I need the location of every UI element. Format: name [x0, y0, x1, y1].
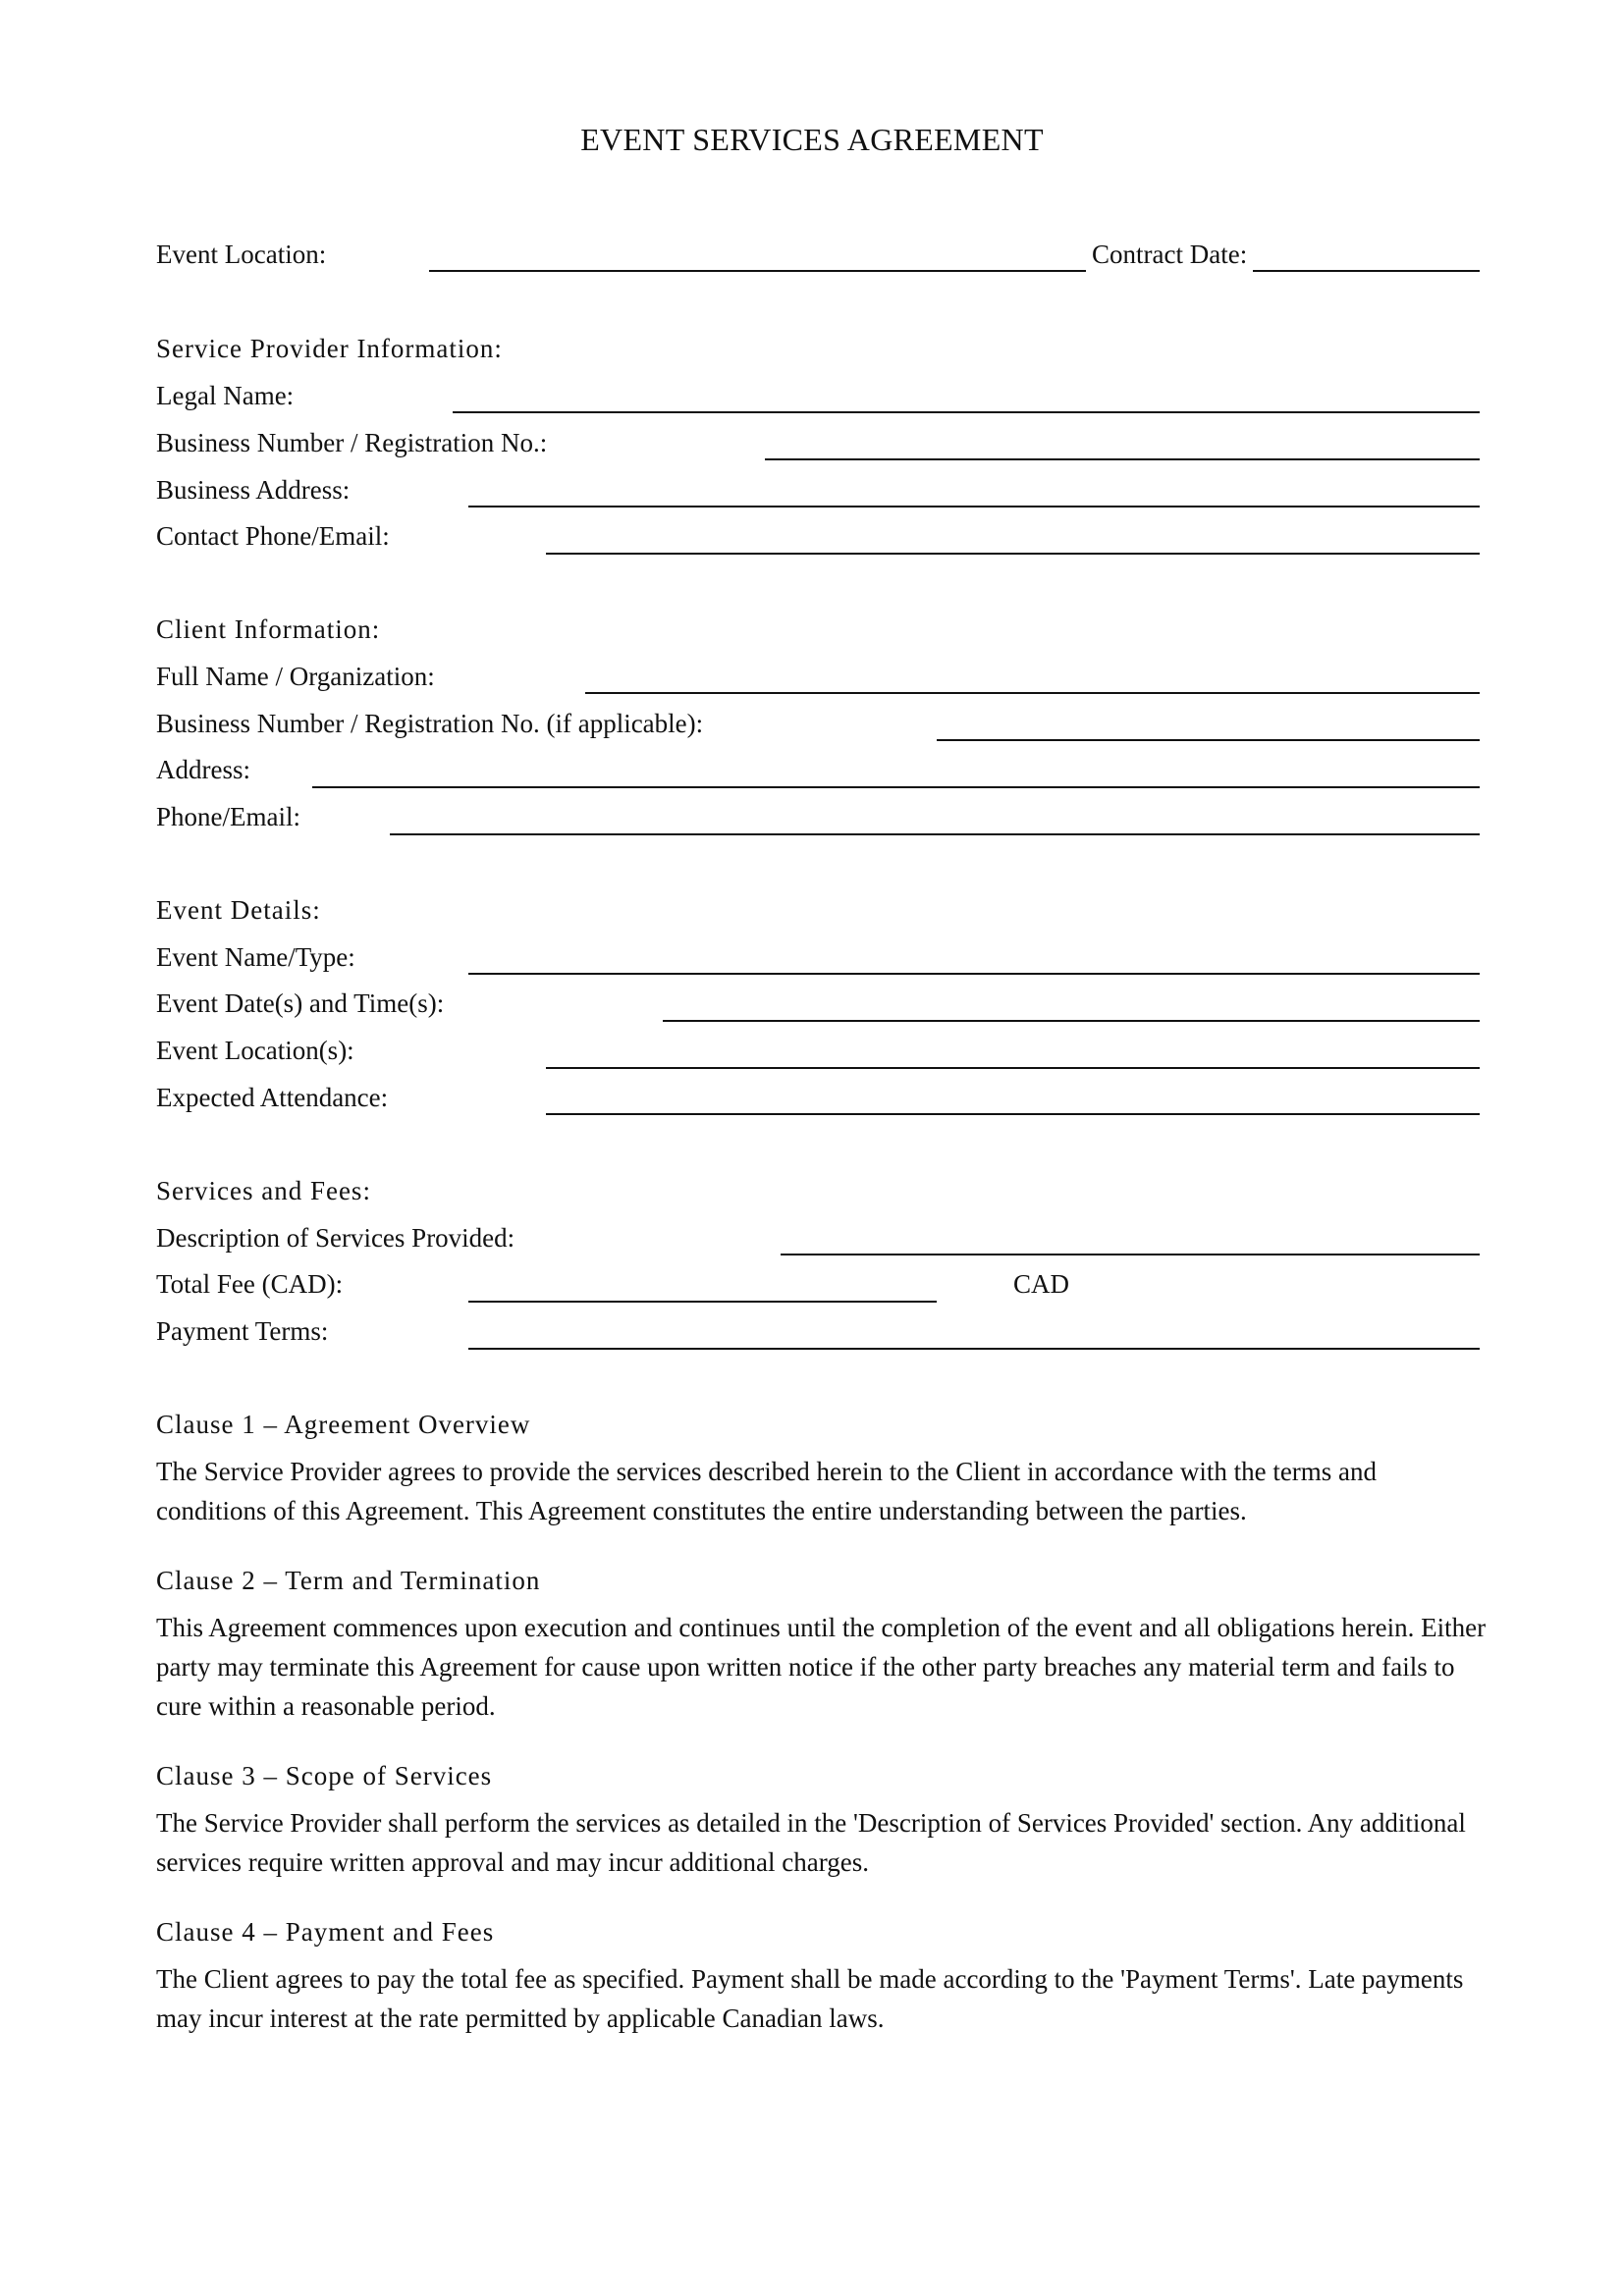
expected-attendance-label: Expected Attendance:	[156, 1083, 389, 1112]
client-name-field[interactable]	[585, 692, 1480, 694]
event-locations-label: Event Location(s):	[156, 1036, 354, 1065]
clause-2-heading: Clause 2 – Term and Termination	[156, 1566, 541, 1595]
legal-name-field[interactable]	[453, 411, 1480, 413]
total-fee-label: Total Fee (CAD):	[156, 1269, 344, 1299]
legal-name-label: Legal Name:	[156, 381, 295, 410]
contract-date-field[interactable]	[1253, 270, 1480, 272]
clause-2-text: This Agreement commences upon execution and continues until the completion of the event and all obligations herein. Either party may terminate this Agreement for cause upon written notice if the other party breaches any material term and fails to cure within a reasonable period.	[156, 1613, 1487, 1721]
client-address-label: Address:	[156, 755, 250, 784]
services-description-field[interactable]	[781, 1254, 1480, 1255]
event-dates-label: Event Date(s) and Time(s):	[156, 988, 445, 1018]
contact-phone-email-label: Contact Phone/Email:	[156, 521, 390, 551]
event-name-label: Event Name/Type:	[156, 942, 355, 972]
client-phone-email-field[interactable]	[390, 833, 1480, 835]
total-fee-field[interactable]	[468, 1301, 937, 1303]
payment-terms-label: Payment Terms:	[156, 1316, 329, 1346]
event-dates-field[interactable]	[663, 1020, 1480, 1022]
clause-3-text: The Service Provider shall perform the services as detailed in the 'Description of Services Provided' section. Any additional services require written approval and may incur additional charges.	[156, 1808, 1466, 1877]
contact-phone-email-field[interactable]	[546, 553, 1480, 555]
clause-1-text: The Service Provider agrees to provide the services described herein to the Client in accordance with the terms and conditions of this Agreement. This Agreement constitutes the entire understanding between the parties.	[156, 1457, 1378, 1525]
event-location-field[interactable]	[429, 270, 1086, 272]
client-heading: Client Information:	[156, 614, 381, 644]
clause-3-heading: Clause 3 – Scope of Services	[156, 1761, 493, 1790]
event-details-heading: Event Details:	[156, 895, 321, 925]
document-title: EVENT SERVICES AGREEMENT	[580, 122, 1044, 157]
client-name-label: Full Name / Organization:	[156, 662, 435, 691]
services-fees-heading: Services and Fees:	[156, 1176, 371, 1205]
clause-4-heading: Clause 4 – Payment and Fees	[156, 1917, 495, 1947]
client-business-number-field[interactable]	[937, 739, 1480, 741]
contract-date-label: Contract Date:	[1092, 240, 1248, 269]
payment-terms-field[interactable]	[468, 1348, 1480, 1350]
client-business-number-label: Business Number / Registration No. (if applicable):	[156, 709, 704, 738]
event-locations-field[interactable]	[546, 1067, 1480, 1069]
service-provider-heading: Service Provider Information:	[156, 334, 503, 363]
clause-1-heading: Clause 1 – Agreement Overview	[156, 1410, 531, 1439]
provider-business-number-label: Business Number / Registration No.:	[156, 428, 548, 457]
expected-attendance-field[interactable]	[546, 1113, 1480, 1115]
currency-suffix: CAD	[1013, 1269, 1070, 1299]
client-phone-email-label: Phone/Email:	[156, 802, 300, 831]
event-location-label: Event Location:	[156, 240, 327, 269]
provider-business-number-field[interactable]	[765, 458, 1480, 460]
client-address-field[interactable]	[312, 786, 1480, 788]
business-address-label: Business Address:	[156, 475, 351, 505]
event-name-field[interactable]	[468, 973, 1480, 975]
services-description-label: Description of Services Provided:	[156, 1223, 515, 1253]
clause-4-text: The Client agrees to pay the total fee as specified. Payment shall be made according to the 'Payment Terms'. Late payments may incur interest at the rate permitted by applicable Canadian laws.	[156, 1964, 1464, 2033]
business-address-field[interactable]	[468, 506, 1480, 507]
